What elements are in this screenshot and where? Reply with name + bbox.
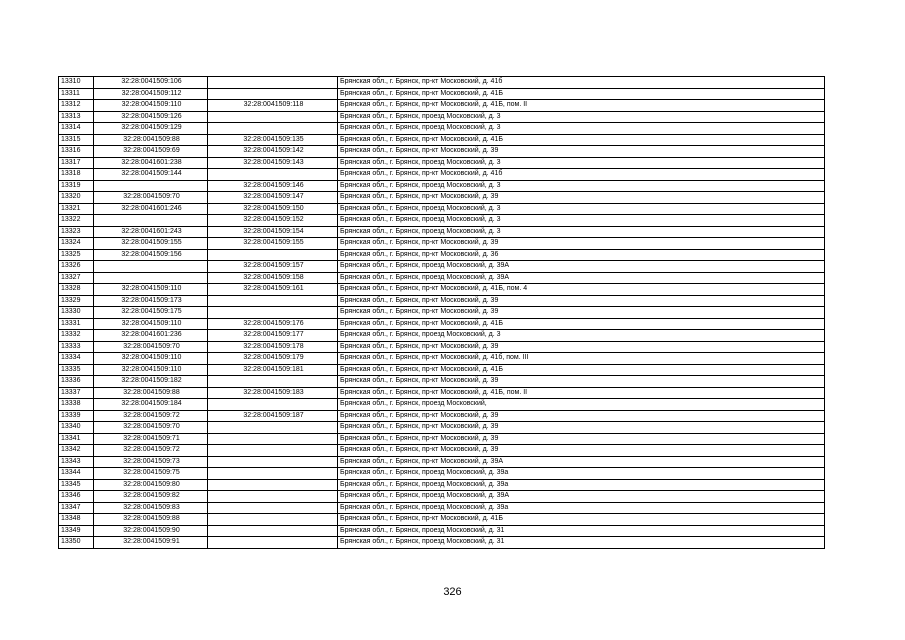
linked-cadastral-number-cell: 32:28:0041509:135 [208, 134, 338, 146]
linked-cadastral-number-cell: 32:28:0041509:142 [208, 146, 338, 158]
table-row [59, 410, 825, 422]
table-row [59, 226, 825, 238]
row-number-cell: 13346 [59, 491, 94, 503]
address-cell: Брянская обл., г. Брянск, проезд Московский, д. 3 [338, 123, 825, 135]
linked-cadastral-number-cell [208, 88, 338, 100]
address-cell: Брянская обл., г. Брянск, пр-кт Московский, д. 39А [338, 456, 825, 468]
cadastral-number-cell: 32:28:0041509:126 [94, 111, 208, 123]
cadastral-number-cell: 32:28:0041509:82 [94, 491, 208, 503]
table-row [59, 353, 825, 365]
address-cell: Брянская обл., г. Брянск, пр-кт Московский, д. 39 [338, 433, 825, 445]
linked-cadastral-number-cell: 32:28:0041509:152 [208, 215, 338, 227]
linked-cadastral-number-cell [208, 422, 338, 434]
table-row [59, 456, 825, 468]
table-row [59, 318, 825, 330]
linked-cadastral-number-cell: 32:28:0041509:181 [208, 364, 338, 376]
table-row [59, 330, 825, 342]
row-number-cell: 13319 [59, 180, 94, 192]
table-row [59, 307, 825, 319]
address-cell: Брянская обл., г. Брянск, пр-кт Московский, д. 41Б [338, 88, 825, 100]
address-cell: Брянская обл., г. Брянск, проезд Московский, д. 39А [338, 491, 825, 503]
row-number-cell: 13321 [59, 203, 94, 215]
address-cell: Брянская обл., г. Брянск, пр-кт Московский, д. 39 [338, 341, 825, 353]
row-number-cell: 13344 [59, 468, 94, 480]
row-number-cell: 13334 [59, 353, 94, 365]
row-number-cell: 13320 [59, 192, 94, 204]
linked-cadastral-number-cell [208, 169, 338, 181]
row-number-cell: 13339 [59, 410, 94, 422]
table-row [59, 215, 825, 227]
row-number-cell: 13325 [59, 249, 94, 261]
address-cell: Брянская обл., г. Брянск, пр-кт Московский, д. 39 [338, 307, 825, 319]
linked-cadastral-number-cell: 32:28:0041509:146 [208, 180, 338, 192]
row-number-cell: 13342 [59, 445, 94, 457]
row-number-cell: 13328 [59, 284, 94, 296]
address-cell: Брянская обл., г. Брянск, проезд Московский, д. 3 [338, 330, 825, 342]
linked-cadastral-number-cell [208, 249, 338, 261]
row-number-cell: 13322 [59, 215, 94, 227]
cadastral-number-cell: 32:28:0041509:70 [94, 192, 208, 204]
registry-table [58, 76, 825, 549]
address-cell: Брянская обл., г. Брянск, проезд Московский, д. 39А [338, 272, 825, 284]
linked-cadastral-number-cell: 32:28:0041509:176 [208, 318, 338, 330]
cadastral-number-cell: 32:28:0041509:173 [94, 295, 208, 307]
address-cell: Брянская обл., г. Брянск, проезд Московский, д. 39а [338, 502, 825, 514]
cadastral-number-cell: 32:28:0041509:69 [94, 146, 208, 158]
table-row [59, 134, 825, 146]
linked-cadastral-number-cell: 32:28:0041509:157 [208, 261, 338, 273]
page-number: 326 [443, 586, 462, 598]
table-row [59, 399, 825, 411]
row-number-cell: 13347 [59, 502, 94, 514]
table-row [59, 261, 825, 273]
address-cell: Брянская обл., г. Брянск, пр-кт Московский, д. 39 [338, 192, 825, 204]
address-cell: Брянская обл., г. Брянск, проезд Московский, д. 3 [338, 203, 825, 215]
linked-cadastral-number-cell: 32:28:0041509:179 [208, 353, 338, 365]
linked-cadastral-number-cell [208, 307, 338, 319]
address-cell: Брянская обл., г. Брянск, пр-кт Московский, д. 41б, пом. III [338, 353, 825, 365]
row-number-cell: 13345 [59, 479, 94, 491]
linked-cadastral-number-cell: 32:28:0041509:143 [208, 157, 338, 169]
table-row [59, 157, 825, 169]
table-row [59, 433, 825, 445]
address-cell: Брянская обл., г. Брянск, пр-кт Московский, д. 41Б, пом. II [338, 100, 825, 112]
table-row [59, 525, 825, 537]
cadastral-number-cell: 32:28:0041509:88 [94, 134, 208, 146]
cadastral-number-cell: 32:28:0041509:129 [94, 123, 208, 135]
cadastral-number-cell [94, 272, 208, 284]
row-number-cell: 13312 [59, 100, 94, 112]
table-row [59, 88, 825, 100]
cadastral-number-cell: 32:28:0041509:182 [94, 376, 208, 388]
row-number-cell: 13340 [59, 422, 94, 434]
address-cell: Брянская обл., г. Брянск, проезд Московский, д. 3 [338, 226, 825, 238]
address-cell: Брянская обл., г. Брянск, проезд Московский, д. 3 [338, 157, 825, 169]
linked-cadastral-number-cell [208, 491, 338, 503]
table-row [59, 111, 825, 123]
linked-cadastral-number-cell: 32:28:0041509:158 [208, 272, 338, 284]
address-cell: Брянская обл., г. Брянск, проезд Московский, д. 39А [338, 261, 825, 273]
linked-cadastral-number-cell: 32:28:0041509:178 [208, 341, 338, 353]
cadastral-number-cell: 32:28:0041509:80 [94, 479, 208, 491]
linked-cadastral-number-cell [208, 514, 338, 526]
address-cell: Брянская обл., г. Брянск, проезд Московский, д. 39а [338, 479, 825, 491]
linked-cadastral-number-cell: 32:28:0041509:155 [208, 238, 338, 250]
address-cell: Брянская обл., г. Брянск, пр-кт Московский, д. 39 [338, 422, 825, 434]
table-row [59, 77, 825, 89]
address-cell: Брянская обл., г. Брянск, пр-кт Московский, д. 39 [338, 376, 825, 388]
linked-cadastral-number-cell [208, 456, 338, 468]
table-row [59, 376, 825, 388]
table-row [59, 537, 825, 549]
cadastral-number-cell: 32:28:0041509:110 [94, 284, 208, 296]
cadastral-number-cell: 32:28:0041509:90 [94, 525, 208, 537]
cadastral-number-cell: 32:28:0041601:246 [94, 203, 208, 215]
cadastral-number-cell: 32:28:0041509:110 [94, 100, 208, 112]
row-number-cell: 13326 [59, 261, 94, 273]
linked-cadastral-number-cell [208, 537, 338, 549]
cadastral-number-cell: 32:28:0041509:73 [94, 456, 208, 468]
table-row [59, 502, 825, 514]
table-row [59, 491, 825, 503]
table-row [59, 468, 825, 480]
linked-cadastral-number-cell [208, 123, 338, 135]
table-row [59, 422, 825, 434]
address-cell: Брянская обл., г. Брянск, пр-кт Московский, д. 36 [338, 249, 825, 261]
address-cell: Брянская обл., г. Брянск, проезд Московский, д. 3 [338, 111, 825, 123]
linked-cadastral-number-cell [208, 502, 338, 514]
cadastral-number-cell: 32:28:0041509:144 [94, 169, 208, 181]
table-row [59, 295, 825, 307]
row-number-cell: 13343 [59, 456, 94, 468]
cadastral-number-cell: 32:28:0041509:83 [94, 502, 208, 514]
linked-cadastral-number-cell: 32:28:0041509:154 [208, 226, 338, 238]
cadastral-number-cell: 32:28:0041509:110 [94, 318, 208, 330]
address-cell: Брянская обл., г. Брянск, пр-кт Московский, д. 39 [338, 146, 825, 158]
row-number-cell: 13314 [59, 123, 94, 135]
address-cell: Брянская обл., г. Брянск, пр-кт Московский, д. 39 [338, 445, 825, 457]
cadastral-number-cell: 32:28:0041509:72 [94, 410, 208, 422]
address-cell: Брянская обл., г. Брянск, пр-кт Московский, д. 41б [338, 169, 825, 181]
row-number-cell: 13349 [59, 525, 94, 537]
address-cell: Брянская обл., г. Брянск, проезд Московский, д. 31 [338, 525, 825, 537]
row-number-cell: 13324 [59, 238, 94, 250]
cadastral-number-cell: 32:28:0041601:238 [94, 157, 208, 169]
address-cell: Брянская обл., г. Брянск, проезд Московский, д. 39а [338, 468, 825, 480]
table-row [59, 445, 825, 457]
linked-cadastral-number-cell [208, 525, 338, 537]
row-number-cell: 13311 [59, 88, 94, 100]
address-cell: Брянская обл., г. Брянск, пр-кт Московский, д. 39 [338, 410, 825, 422]
address-cell: Брянская обл., г. Брянск, проезд Московский, д. 3 [338, 215, 825, 227]
row-number-cell: 13335 [59, 364, 94, 376]
linked-cadastral-number-cell [208, 399, 338, 411]
cadastral-number-cell: 32:28:0041509:72 [94, 445, 208, 457]
address-cell: Брянская обл., г. Брянск, пр-кт Московский, д. 41Б [338, 134, 825, 146]
linked-cadastral-number-cell [208, 77, 338, 89]
row-number-cell: 13329 [59, 295, 94, 307]
row-number-cell: 13318 [59, 169, 94, 181]
row-number-cell: 13327 [59, 272, 94, 284]
row-number-cell: 13338 [59, 399, 94, 411]
row-number-cell: 13337 [59, 387, 94, 399]
cadastral-number-cell: 32:28:0041601:243 [94, 226, 208, 238]
cadastral-number-cell: 32:28:0041509:88 [94, 514, 208, 526]
linked-cadastral-number-cell: 32:28:0041509:161 [208, 284, 338, 296]
address-cell: Брянская обл., г. Брянск, пр-кт Московский, д. 41Б [338, 364, 825, 376]
cadastral-number-cell [94, 261, 208, 273]
address-cell: Брянская обл., г. Брянск, пр-кт Московский, д. 41Б [338, 318, 825, 330]
row-number-cell: 13350 [59, 537, 94, 549]
row-number-cell: 13330 [59, 307, 94, 319]
row-number-cell: 13323 [59, 226, 94, 238]
cadastral-number-cell: 32:28:0041509:184 [94, 399, 208, 411]
table-row [59, 249, 825, 261]
table-row [59, 238, 825, 250]
cadastral-number-cell: 32:28:0041509:88 [94, 387, 208, 399]
linked-cadastral-number-cell: 32:28:0041509:150 [208, 203, 338, 215]
cadastral-number-cell: 32:28:0041509:70 [94, 422, 208, 434]
table-row [59, 180, 825, 192]
table-row [59, 364, 825, 376]
cadastral-number-cell: 32:28:0041509:175 [94, 307, 208, 319]
cadastral-number-cell: 32:28:0041509:91 [94, 537, 208, 549]
table-row [59, 146, 825, 158]
address-cell: Брянская обл., г. Брянск, пр-кт Московский, д. 39 [338, 295, 825, 307]
row-number-cell: 13331 [59, 318, 94, 330]
row-number-cell: 13316 [59, 146, 94, 158]
table-row [59, 272, 825, 284]
table-row [59, 387, 825, 399]
linked-cadastral-number-cell: 32:28:0041509:177 [208, 330, 338, 342]
linked-cadastral-number-cell [208, 479, 338, 491]
address-cell: Брянская обл., г. Брянск, проезд Московский, [338, 399, 825, 411]
address-cell: Брянская обл., г. Брянск, пр-кт Московский, д. 39 [338, 238, 825, 250]
row-number-cell: 13348 [59, 514, 94, 526]
cadastral-number-cell [94, 215, 208, 227]
linked-cadastral-number-cell [208, 295, 338, 307]
cadastral-number-cell: 32:28:0041509:75 [94, 468, 208, 480]
address-cell: Брянская обл., г. Брянск, проезд Московский, д. 31 [338, 537, 825, 549]
linked-cadastral-number-cell: 32:28:0041509:118 [208, 100, 338, 112]
row-number-cell: 13332 [59, 330, 94, 342]
row-number-cell: 13336 [59, 376, 94, 388]
row-number-cell: 13310 [59, 77, 94, 89]
address-cell: Брянская обл., г. Брянск, пр-кт Московский, д. 41Б, пом. II [338, 387, 825, 399]
address-cell: Брянская обл., г. Брянск, пр-кт Московский, д. 41Б, пом. 4 [338, 284, 825, 296]
table-row [59, 100, 825, 112]
table-row [59, 123, 825, 135]
cadastral-number-cell: 32:28:0041509:106 [94, 77, 208, 89]
row-number-cell: 13341 [59, 433, 94, 445]
cadastral-number-cell: 32:28:0041509:70 [94, 341, 208, 353]
row-number-cell: 13317 [59, 157, 94, 169]
linked-cadastral-number-cell [208, 468, 338, 480]
linked-cadastral-number-cell: 32:28:0041509:183 [208, 387, 338, 399]
table-row [59, 169, 825, 181]
cadastral-number-cell [94, 180, 208, 192]
linked-cadastral-number-cell [208, 111, 338, 123]
linked-cadastral-number-cell: 32:28:0041509:187 [208, 410, 338, 422]
table-row [59, 203, 825, 215]
table-row [59, 514, 825, 526]
cadastral-number-cell: 32:28:0041509:112 [94, 88, 208, 100]
linked-cadastral-number-cell: 32:28:0041509:147 [208, 192, 338, 204]
address-cell: Брянская обл., г. Брянск, пр-кт Московский, д. 41б [338, 77, 825, 89]
table-row [59, 192, 825, 204]
table-row [59, 341, 825, 353]
cadastral-number-cell: 32:28:0041509:110 [94, 353, 208, 365]
table-row [59, 479, 825, 491]
address-cell: Брянская обл., г. Брянск, проезд Московский, д. 3 [338, 180, 825, 192]
cadastral-number-cell: 32:28:0041509:156 [94, 249, 208, 261]
cadastral-number-cell: 32:28:0041601:236 [94, 330, 208, 342]
linked-cadastral-number-cell [208, 376, 338, 388]
table-row [59, 284, 825, 296]
cadastral-number-cell: 32:28:0041509:155 [94, 238, 208, 250]
cadastral-number-cell: 32:28:0041509:110 [94, 364, 208, 376]
row-number-cell: 13313 [59, 111, 94, 123]
table-body [59, 77, 825, 549]
linked-cadastral-number-cell [208, 433, 338, 445]
linked-cadastral-number-cell [208, 445, 338, 457]
row-number-cell: 13333 [59, 341, 94, 353]
row-number-cell: 13315 [59, 134, 94, 146]
cadastral-number-cell: 32:28:0041509:71 [94, 433, 208, 445]
address-cell: Брянская обл., г. Брянск, пр-кт Московский, д. 41Б [338, 514, 825, 526]
